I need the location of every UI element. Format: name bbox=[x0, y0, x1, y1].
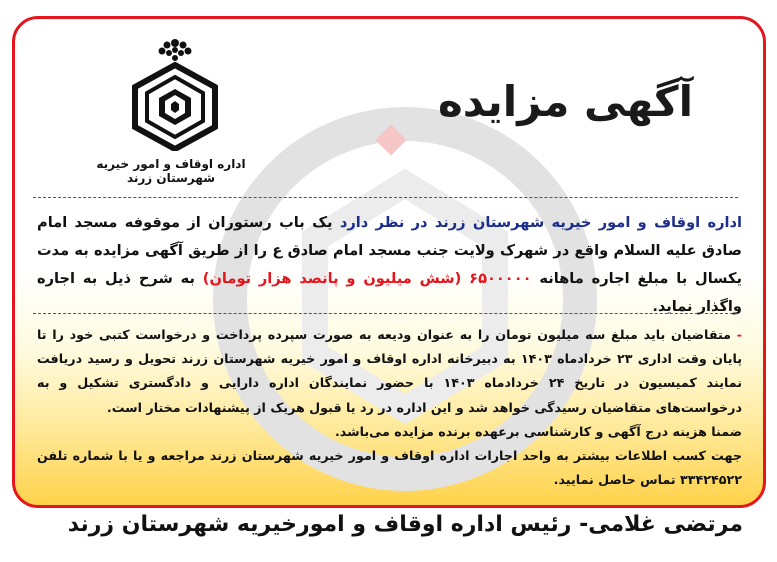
condition-cost: ضمنا هزینه درج آگهی و کارشناسی برعهده برنده مزایده می‌باشد. bbox=[334, 423, 742, 439]
intro-text-1: یک باب رستوران از موقوفه مسجد امام صادق علیه السلام واقع در شهرک ولایت جنب مسجد امام صادق ع را از طریق آگهی مزایده به مدت یکسال با مبلغ اجاره ماهانه bbox=[37, 214, 743, 287]
page-title: آگهی مزایده bbox=[437, 77, 693, 126]
separator-middle bbox=[33, 313, 738, 314]
rent-amount: ۶۵۰۰۰۰۰ (شش میلیون و پانصد هزار تومان) bbox=[202, 270, 532, 287]
condition-contact: جهت کسب اطلاعات بیشتر به واحد اجارات اداره اوقاف و امور خیریه شهرستان زرند مراجعه و یا با شماره تلفن ۳۳۴۲۴۵۲۲ تماس حاصل نمایید. bbox=[37, 448, 742, 488]
logo-caption: اداره اوقاف و امور خیریه شهرستان زرند bbox=[96, 157, 246, 185]
signature-line: مرتضی غلامی- رئیس اداره اوقاف و امورخیریه شهرستان زرند bbox=[67, 512, 743, 537]
condition-deposit: - متقاضیان باید مبلغ سه میلیون تومان را به عنوان ودیعه به صورت سپرده پرداخت و درخواست کتبی خود را تا پایان وقت اداری ۲۳ خردادماه ۱۴۰۳ به دبیرخانه اداره اوقاف و امور خیریه شهرستان زرند تحویل و رسید دریافت نمایند کمیسیون در تاریخ ۲۴ خردادماه ۱۴۰۳ با حضور نمایندگان اداره دارایی و دادگستری تشکیل و به درخواست‌های متقاضیان رسیدگی خواهد شد و این اداره در رد یا قبول هریک از پیشنهادات مختار است. bbox=[37, 327, 743, 415]
notice-frame bbox=[12, 16, 766, 508]
intro-text-2: به شرح ذیل به اجاره واگذار نماید. bbox=[37, 270, 742, 315]
separator-top bbox=[33, 197, 738, 198]
endowment-logo-icon bbox=[115, 31, 235, 151]
intro-paragraph bbox=[37, 209, 742, 321]
organization-name: اداره اوقاف و امور خیریه شهرستان زرند در نظر دارد bbox=[339, 214, 742, 231]
dash-marker: - bbox=[731, 327, 743, 342]
conditions-section bbox=[37, 323, 742, 492]
